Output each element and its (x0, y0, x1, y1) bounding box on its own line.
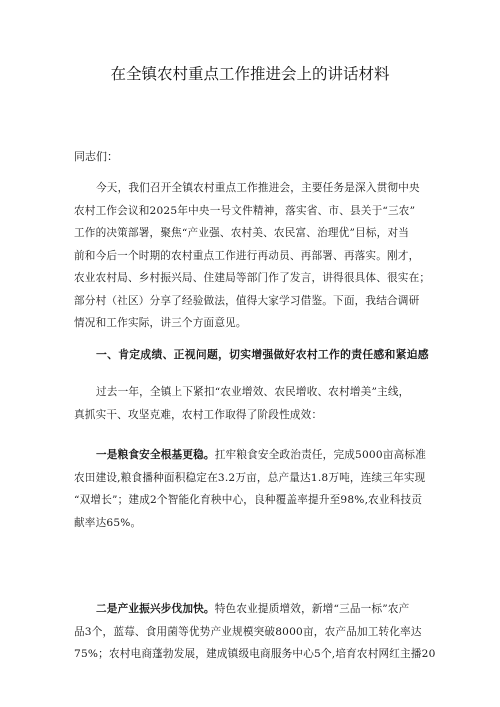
point-1-first-line-rest: 扛牢粮食安全政治责任，完成5000亩高标准 (214, 449, 426, 461)
point-1-paragraph (74, 444, 436, 534)
section-1-heading: 一、肯定成绩、正视问题，切实增强做好农村工作的责任感和紧迫感 (96, 348, 429, 361)
point-1-line: “双增长”；建成2个智能化育秧中心，良种覆盖率提升至98%,农业科技贡 (74, 494, 423, 506)
point-2-paragraph (74, 598, 436, 666)
point-1-line: 农田建设,粮食播种面积稳定在3.2万亩，总产量达1.8万吨，连续三年实现 (74, 471, 426, 484)
intro-paragraph (74, 177, 436, 335)
intro-line: 前和今后一个时期的农村重点工作进行再动员、再部署、再落实。刚才， (74, 249, 420, 262)
point-1-line: 献率达65%。 (74, 516, 142, 529)
section-1-intro-line: 真抓实干、攻坚克难，农村工作取得了阶段性成效： (74, 408, 323, 421)
point-2-line: 75%；农村电商蓬勃发展，建成镇级电商服务中心5个,培育农村网红主播20 (74, 648, 436, 660)
section-1-intro (74, 381, 436, 426)
point-2-lead: 二是产业振兴步伐加快。 (96, 603, 215, 615)
intro-line: 部分村（社区）分享了经验做法，值得大家学习借鉴。下面，我结合调研 (74, 294, 420, 307)
section-1-intro-line: 过去一年，全镇上下紧扣“农业增效、农民增收、农村增美”主线， (96, 386, 410, 398)
intro-line: 情况和工作实际，讲三个方面意见。 (74, 317, 247, 329)
point-2-first-line (74, 598, 436, 621)
intro-line: 工作的决策部署，聚焦“产业强、农村美、农民富、治理优”目标，对当 (74, 227, 410, 239)
point-1-first-line (74, 444, 436, 467)
intro-line: 今天，我们召开全镇农村重点工作推进会，主要任务是深入贯彻中央 (96, 182, 420, 194)
point-2-line: 品3个，蓝莓、食用菌等优势产业规模突破8000亩，农产品加工转化率达 (74, 625, 422, 638)
document-title: 在全镇农村重点工作推进会上的讲话材料 (110, 65, 390, 83)
intro-line: 农村工作会议和2025年中央一号文件精神，落实省、市、县关于“三农” (74, 204, 416, 217)
greeting: 同志们： (74, 150, 118, 163)
intro-line: 农业农村局、乡村振兴局、住建局等部门作了发言，讲得很具体、很实在； (74, 272, 431, 284)
point-1-lead: 一是粮食安全根基更稳。 (96, 449, 215, 461)
point-2-first-line-rest: 特色农业提质增效，新增“三品一标”农产 (214, 603, 410, 615)
